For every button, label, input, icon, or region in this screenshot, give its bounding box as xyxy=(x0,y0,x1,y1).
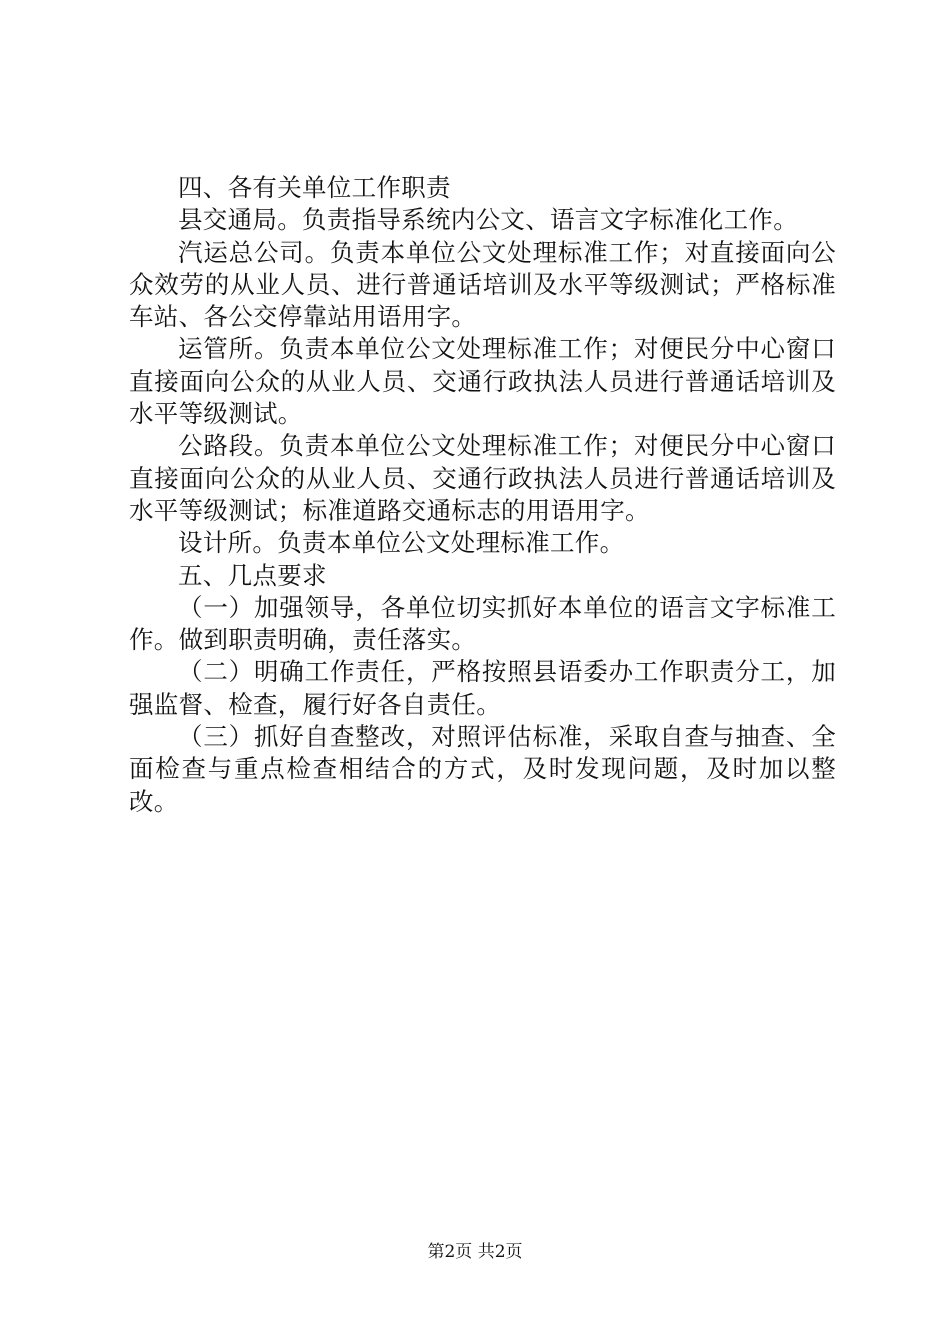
requirement-item-1: （一）加强领导，各单位切实抓好本单位的语言文字标准工作。做到职责明确，责任落实。 xyxy=(129,592,836,655)
paragraph-transport-management-office: 运管所。负责本单位公文处理标准工作；对便民分中心窗口直接面向公众的从业人员、交通行政执法人员进行普通话培训及水平等级测试。 xyxy=(129,334,836,429)
paragraph-highway-section: 公路段。负责本单位公文处理标准工作；对便民分中心窗口直接面向公众的从业人员、交通行政执法人员进行普通话培训及水平等级测试；标准道路交通标志的用语用字。 xyxy=(129,431,836,525)
page-number-footer: 第2页 共2页 xyxy=(427,1242,523,1262)
paragraph-county-transport-bureau: 县交通局。负责指导系统内公文、语言文字标准化工作。 xyxy=(178,205,798,235)
paragraph-bus-company: 汽运总公司。负责本单位公文处理标准工作；对直接面向公众效劳的从业人员、进行普通话培训及水平等级测试；严格标准车站、各公交停靠站用语用字。 xyxy=(129,237,836,332)
section-heading-responsibilities: 四、各有关单位工作职责 xyxy=(178,173,451,202)
document-body xyxy=(129,172,836,818)
requirement-item-2: （二）明确工作责任，严格按照县语委办工作职责分工，加强监督、检查，履行好各自责任。 xyxy=(129,657,836,719)
paragraph-design-office: 设计所。负责本单位公文处理标准工作。 xyxy=(178,528,625,558)
section-heading-requirements: 五、几点要求 xyxy=(178,560,327,590)
requirement-item-3: （三）抓好自查整改，对照评估标准，采取自查与抽查、全面检查与重点检查相结合的方式，及时发现问题，及时加以整改。 xyxy=(129,722,836,816)
